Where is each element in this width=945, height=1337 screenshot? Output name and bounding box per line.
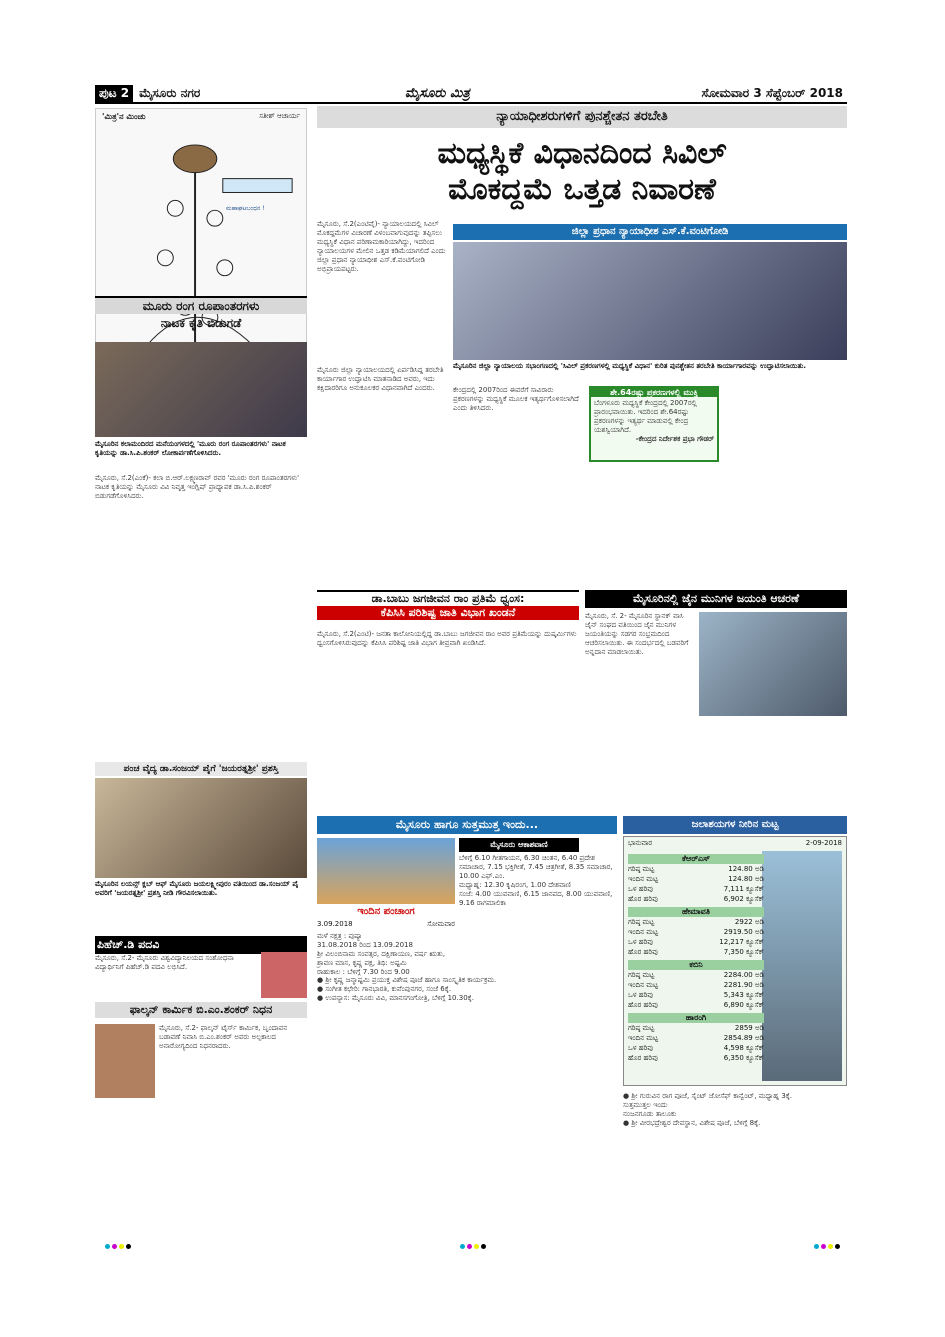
cartoon — [95, 108, 307, 378]
dam-list — [628, 851, 764, 1063]
main-photo-bar: ಜಿಲ್ಲಾ ಪ್ರಧಾನ ನ್ಯಾಯಾಧೀಶ ಎಸ್.ಕೆ.ವಂಟಿಗೋಡಿ — [453, 224, 847, 240]
color-registration-dots — [0, 1244, 945, 1249]
dam-row: ಒಳ ಹರಿವು 4,598 ಕ್ಯೂಸೆಕ್ — [628, 1044, 764, 1052]
cartoon-title: 'ಮಿತ್ರ'ನ ಮಿಂಚು — [102, 112, 146, 121]
dam-photo — [762, 851, 842, 1081]
highlight-title: ಶೇ.64ರಷ್ಟು ಪ್ರಕರಣಗಳಲ್ಲಿ ಮುಕ್ತಿ — [591, 388, 717, 397]
story-play-book — [95, 296, 307, 336]
avatar — [261, 952, 307, 998]
page-header — [95, 84, 847, 104]
story3-headline: ಪಿಹೆಚ್.ಡಿ ಪದವಿ — [95, 936, 307, 954]
story2-caption: ಮೈಸೂರಿನ ಲಯನ್ಸ್ ಕ್ಲಬ್ ಆಫ್ ಮೈಸೂರು ಜಯಲಕ್ಷ್ಮೀಪುರಂ ವತಿಯಿಂದ ಡಾ.ಸಂಜಯ್ ಪೈ ಅವರಿಗೆ 'ಜಯರತ್ನಶ್ರೀ' ಪ್ರಶಸ್ತಿ ನೀಡಿ ಗೌರವಿಸಲಾಯಿತು. — [95, 880, 299, 897]
reservoir-title: ಜಲಾಶಯಗಳ ನೀರಿನ ಮಟ್ಟ — [623, 816, 847, 834]
dam-row: ಗರಿಷ್ಠ ಮಟ್ಟ 124.80 ಅಡಿ — [628, 865, 764, 873]
main-kicker: ನ್ಯಾಯಾಧೀಶರುಗಳಿಗೆ ಪುನಶ್ಚೇತನ ತರಬೇತಿ — [317, 106, 847, 128]
story2-photo — [95, 778, 307, 878]
page-number: ಪುಟ 2 — [95, 85, 133, 102]
story1-headline: ನಾಟಕ ಕೃತಿ ಬಿಡುಗಡೆ — [160, 316, 242, 330]
main-col2: ಮೈಸೂರು ಜಿಲ್ಲಾ ನ್ಯಾಯಾಲಯದಲ್ಲಿ ಏರ್ಪಡಿಸಿದ್ದ ತರಬೇತಿ ಕಾರ್ಯಾಗಾರ ಉದ್ಘಾಟಿಸಿ ಮಾತನಾಡಿದ ಅವರು, ಇದು ಕಕ್ಷಿದಾರರಿಗೂ ಅನುಕೂಲಕರ ವಿಧಾನವಾಗಿದೆ ಎಂದರು. — [317, 366, 446, 392]
dam-row: ಹೊರ ಹರಿವು 6,902 ಕ್ಯೂಸೆಕ್ — [628, 895, 764, 903]
main-col3: ಕೇಂದ್ರದಲ್ಲಿ 2007ರಿಂದ ಈವರೆಗೆ ಸಾವಿರಾರು ಪ್ರಕರಣಗಳನ್ನು ಮಧ್ಯಸ್ಥಿಕೆ ಮೂಲಕ ಇತ್ಯರ್ಥಗೊಳಿಸಲಾಗಿದೆ ಎಂದು ತಿಳಿಸಿದರು. — [453, 386, 582, 412]
dam-row: ಗರಿಷ್ಠ ಮಟ್ಟ 2859 ಅಡಿ — [628, 1024, 764, 1032]
obituary-photo — [95, 1024, 155, 1098]
reservoir-below-text: ● ಶ್ರೀ ಗುರುವಿನ ರಾಗ ಪೂಜೆ, ಸೈಂಟ್ ಜೋಸೆಫ್ ಕಾನ್ವೆಂಟ್, ಮಧ್ಯಾಹ್ನ 3ಕ್ಕೆ. ಸುತ್ತಮುತ್ತಲ ಇಂದು ನಂಜನಗೂಡು ತಾಲೂಕು ● ಶ್ರೀ ವೀರಭದ್ರೇಶ್ವರ ದೇವಸ್ಥಾನ, ವಿಶೇಷ ಪೂಜೆ, ಬೆಳಿಗ್ಗೆ 8ಕ್ಕೆ. — [623, 1092, 793, 1127]
dam-row: ಗರಿಷ್ಠ ಮಟ್ಟ 2284.00 ಅಡಿ — [628, 971, 764, 979]
panchanga-date-row: 3.09.2018 ಸೋಮವಾರ — [317, 920, 455, 928]
story4-body: ಮೈಸೂರು, ಸೆ.2- ಫಾಲ್ಕನ್ ಟೈರ್ಸ್ ಕಾರ್ಮಿಕ, ಬೃಂದಾವನ ಬಡಾವಣೆ ನಿವಾಸಿ ಬಿ.ಎಂ.ಶಂಕರ್ ಅವರು ಅಲ್ಪಕಾಲದ ಅನಾರೋಗ್ಯದಿಂದ ನಿಧನರಾದರು. — [159, 1024, 290, 1050]
main-headline: ಮಧ್ಯಸ್ಥಿಕೆ ವಿಧಾನದಿಂದ ಸಿವಿಲ್ ಮೊಕದ್ದಮೆ ಒತ್ತಡ ನಿವಾರಣೆ — [437, 136, 727, 207]
mid-right-headline: ಮೈಸೂರಿನಲ್ಲಿ ಜೈನ ಮುನಿಗಳ ಜಯಂತಿ ಆಚರಣೆ — [585, 590, 847, 608]
dam-row: ಇಂದಿನ ಮಟ್ಟ 2854.89 ಅಡಿ — [628, 1034, 764, 1042]
story3-body: ಮೈಸೂರು, ಸೆ.2- ಮೈಸೂರು ವಿಶ್ವವಿದ್ಯಾನಿಲಯದ ಸಂಶೋಧನಾ ವಿದ್ಯಾರ್ಥಿನಿಗೆ ಪಿಹೆಚ್.ಡಿ ಪದವಿ ಲಭಿಸಿದೆ. — [95, 954, 236, 971]
panchanga-title: ಇಂದಿನ ಪಂಚಾಂಗ — [357, 906, 415, 917]
story1-body: ಮೈಸೂರು, ಸೆ.2(ಎಂಕೆ)- ಕಲಾ ಬಿ.ಆರ್.ಲಕ್ಷ್ಮಣರಾವ್ ರವರ 'ಮೂರು ರಂಗ ರೂಪಾಂತರಗಳು' ನಾಟಕ ಕೃತಿಯನ್ನು ಮೈಸೂರು ವಿವಿ ನಿವೃತ್ತ ಇಂಗ್ಲಿಷ್ ಪ್ರಾಧ್ಯಾಪಕ ಡಾ.ಸಿ.ಪಿ.ಶಂಕರ್ ಬಿಡುಗಡೆಗೊಳಿಸಿದರು. — [95, 474, 302, 500]
story1-caption: ಮೈಸೂರಿನ ಕಲಾಮಂದಿರದ ಮನೆಯಂಗಳದಲ್ಲಿ 'ಮೂರು ರಂಗ ರೂಪಾಂತರಗಳು' ನಾಟಕ ಕೃತಿಯನ್ನು ಡಾ.ಸಿ.ಪಿ.ಶಂಕರ್ ಲೋಕಾರ್ಪಣೆಗೊಳಿಸಿದರು. — [95, 440, 286, 457]
palace-photo — [317, 838, 455, 904]
dam-name: ಕೆಆರ್‌ಎಸ್ — [628, 854, 764, 864]
main-col1: ಮೈಸೂರು, ಸೆ.2(ಎಂಟಿವೈ)- ನ್ಯಾಯಾಲಯದಲ್ಲಿ ಸಿವಿಲ್ ಮೊಕದ್ದಮೆಗಳ ವಿಚಾರಣೆ ವಿಳಂಬವಾಗುವುದನ್ನು ತಪ್ಪಿಸಲು ಮಧ್ಯಸ್ಥಿಕೆ ವಿಧಾನ ಪರಿಣಾಮಕಾರಿಯಾಗಿದ್ದು, ಇದರಿಂದ ನ್ಯಾಯಾಲಯಗಳ ಮೇಲಿನ ಒತ್ತಡ ಕಡಿಮೆಯಾಗಲಿದೆ ಎಂದು ಜಿಲ್ಲಾ ಪ್ರಧಾನ ನ್ಯಾಯಾಧೀಶ ಎಸ್.ಕೆ.ವಂಟಿಗೋಡಿ ಅಭಿಪ್ರಾಯಪಟ್ಟರು. — [317, 220, 448, 273]
dam-row: ಇಂದಿನ ಮಟ್ಟ 2919.50 ಅಡಿ — [628, 928, 764, 936]
story1-kicker: ಮೂರು ರಂಗ ರೂಪಾಂತರಗಳು — [95, 298, 307, 314]
dam-row: ಹೊರ ಹರಿವು 6,350 ಕ್ಯೂಸೆಕ್ — [628, 1054, 764, 1062]
masthead: ಮೈಸೂರು ಮಿತ್ರ — [405, 85, 470, 101]
cartoon-drawing-icon — [96, 109, 306, 377]
cartoon-artist: ಸತೀಶ್ ಆಚಾರ್ಯ — [259, 112, 300, 120]
mid-left-kicker: ಡಾ.ಬಾಬು ಜಗಜೀವನ ರಾಂ ಪ್ರತಿಮೆ ಧ್ವಂಸ: — [371, 592, 525, 605]
highlight-body: ಬೆಂಗಳೂರು ಮಧ್ಯಸ್ಥಿಕೆ ಕೇಂದ್ರದಲ್ಲಿ 2007ರಲ್ಲಿ ಪ್ರಾರಂಭವಾಯಿತು. ಇದರಿಂದ ಶೇ.64ರಷ್ಟು ಪ್ರಕರಣಗಳನ್ನು ಇತ್ಯರ್ಥ ಮಾಡುವಲ್ಲಿ ಕೇಂದ್ರ ಯಶಸ್ವಿಯಾಗಿದೆ. — [594, 399, 697, 434]
dam-row: ಇಂದಿನ ಮಟ್ಟ 2281.90 ಅಡಿ — [628, 981, 764, 989]
dam-row: ಗರಿಷ್ಠ ಮಟ್ಟ 2922 ಅಡಿ — [628, 918, 764, 926]
panchanga-body: ಮಳೆ ನಕ್ಷತ್ರ : ಪುಷ್ಯಾ 31.08.2018 ರಿಂದ 13.09.2018 ಶ್ರೀ ವಿಲಂಬಿನಾಮ ಸಂವತ್ಸರ, ದಕ್ಷಿಣಾಯಣ, ವರ್ಷ ಋತು, ಶ್ರಾವಣ ಮಾಸ, ಕೃಷ್ಣ ಪಕ್ಷ, ತಿಥಿ: ಅಷ್ಟಮಿ ರಾಹುಕಾಲ : ಬೆಳಿಗ್ಗೆ 7.30 ರಿಂದ 9.00 — [317, 932, 446, 976]
akashvani-body: ಬೆಳಿಗ್ಗೆ 6.10 ಗೀತಗಾಯನ, 6.30 ಚಿಂತನ, 6.40 ಪ್ರದೇಶ ಸಮಾಚಾರ, 7.15 ಭಕ್ತಿಗೀತೆ, 7.45 ಚಿತ್ರಗೀತೆ, 8.35 ಸಮಾಚಾರ, 10.00 ಎಫ್.ಎಂ. ಮಧ್ಯಾಹ್ನ: 12.30 ಕೃಷಿರಂಗ, 1.00 ದೇಶವಾಣಿ ಸಂಜೆ: 4.00 ಯುವವಾಣಿ, 6.15 ಜಾನಪದ, 8.00 ಯುವವಾಣಿ, 9.16 ರಾಗಮಾಲಿಕಾ — [459, 854, 613, 907]
dam-name: ಹಾರಂಗಿ — [628, 1013, 764, 1023]
story2-headline: ಪಂಚ ವೈದ್ಯ ಡಾ.ಸಂಜಯ್ ಪೈಗೆ 'ಜಯರತ್ನಶ್ರೀ' ಪ್ರಶಸ್ತಿ — [95, 762, 307, 776]
events-body: ● ಶ್ರೀ ಕೃಷ್ಣ ಜನ್ಮಾಷ್ಟಮಿ ಪ್ರಯುಕ್ತ ವಿಶೇಷ ಪೂಜೆ ಹಾಗೂ ಸಾಂಸ್ಕೃತಿಕ ಕಾರ್ಯಕ್ರಮ. ● ಸಂಗೀತ ಕಛೇರಿ: ಗಾನಭಾರತಿ, ಕುವೆಂಪುನಗರ, ಸಂಜೆ 6ಕ್ಕೆ. ● ಉಪನ್ಯಾಸ: ಮೈಸೂರು ವಿವಿ, ಮಾನಸಗಂಗೋತ್ರಿ, ಬೆಳಿಗ್ಗೆ 10.30ಕ್ಕೆ. — [317, 976, 497, 1002]
dam-row: ಒಳ ಹರಿವು 12,217 ಕ್ಯೂಸೆಕ್ — [628, 938, 764, 946]
newspaper-page — [95, 84, 847, 1234]
dam-row: ಇಂದಿನ ಮಟ್ಟ 124.80 ಅಡಿ — [628, 875, 764, 883]
dam-row: ಹೊರ ಹರಿವು 7,350 ಕ್ಯೂಸೆಕ್ — [628, 948, 764, 956]
reservoir-date-row: ಭಾನುವಾರ 2-09-2018 — [628, 839, 842, 847]
mid-right-body: ಮೈಸೂರು, ಸೆ. 2- ಮೈಸೂರಿನ ಸ್ಥಾನಕ್ ವಾಸಿ ಜೈನ್ ಸಂಘದ ವತಿಯಿಂದ ಜೈನ ಮುನಿಗಳ ಜಯಂತಿಯನ್ನು ಸಡಗರ ಸಂಭ್ರಮದಿಂದ ಆಚರಿಸಲಾಯಿತು. ಈ ಸಂದರ್ಭದಲ್ಲಿ ಬಡವರಿಗೆ ಅನ್ನದಾನ ಮಾಡಲಾಯಿತು. — [585, 612, 691, 656]
events-banner: ಮೈಸೂರು ಹಾಗೂ ಸುತ್ತಮುತ್ತ ಇಂದು... — [317, 816, 617, 834]
main-col4 — [725, 386, 847, 586]
story1-photo — [95, 342, 307, 437]
main-photo — [453, 242, 847, 360]
dam-row: ಒಳ ಹರಿವು 7,111 ಕ್ಯೂಸೆಕ್ — [628, 885, 764, 893]
main-photo-caption: ಮೈಸೂರಿನ ಜಿಲ್ಲಾ ನ್ಯಾಯಾಲಯ ಸಭಾಂಗಣದಲ್ಲಿ 'ಸಿವಿಲ್ ಪ್ರಕರಣಗಳಲ್ಲಿ ಮಧ್ಯಸ್ಥಿಕೆ ವಿಧಾನ' ಕುರಿತ ಪುನಶ್ಚೇತನ ತರಬೇತಿ ಕಾರ್ಯಾಗಾರವನ್ನು ಉದ್ಘಾಟಿಸಲಾಯಿತು. — [453, 362, 807, 370]
highlight-credit: -ಕೇಂದ್ರದ ನಿರ್ದೇಶಕ ಪ್ರಭಾ ಗೌಡರ್ — [635, 435, 714, 443]
section-name: ಮೈಸೂರು ನಗರ — [139, 85, 201, 100]
mid-right-photo — [699, 612, 847, 716]
reservoir-table — [623, 836, 847, 1086]
dam-name: ಹೇಮಾವತಿ — [628, 907, 764, 917]
dam-row: ಹೊರ ಹರಿವು 6,890 ಕ್ಯೂಸೆಕ್ — [628, 1001, 764, 1009]
story4-headline: ಫಾಲ್ಕನ್ ಕಾರ್ಮಿಕ ಬಿ.ಎಂ.ಶಂಕರ್ ನಿಧನ — [95, 1002, 307, 1018]
highlight-box — [589, 386, 719, 462]
dam-name: ಕಬಿನಿ — [628, 960, 764, 970]
mid-left-body: ಮೈಸೂರು, ಸೆ.2(ಎಂಟಿ)- ಜನತಾ ಕಾಲೋನಿಯಲ್ಲಿದ್ದ ಡಾ.ಬಾಬು ಜಗಜೀವನ ರಾಂ ಅವರ ಪ್ರತಿಮೆಯನ್ನು ದುಷ್ಕರ್ಮಿಗಳು ಧ್ವಂಸಗೊಳಿಸಿರುವುದನ್ನು ಕೆಪಿಸಿಸಿ ಪರಿಶಿಷ್ಟ ಜಾತಿ ವಿಭಾಗ ತೀವ್ರವಾಗಿ ಖಂಡಿಸಿದೆ. — [317, 630, 579, 647]
akashvani-title: ಮೈಸೂರು ಆಕಾಶವಾಣಿ — [459, 838, 579, 852]
mid-left-headline: ಕೆಪಿಸಿಸಿ ಪರಿಶಿಷ್ಟ ಜಾತಿ ವಿಭಾಗ ಖಂಡನೆ — [317, 606, 579, 620]
mid-left-story — [317, 590, 579, 626]
cartoon-sign: ಮಹಾಘಟಬಂಧನ ! — [226, 205, 265, 212]
dam-row: ಒಳ ಹರಿವು 5,343 ಕ್ಯೂಸೆಕ್ — [628, 991, 764, 999]
issue-date: ಸೋಮವಾರ 3 ಸೆಪ್ಟೆಂಬರ್ 2018 — [701, 85, 843, 100]
